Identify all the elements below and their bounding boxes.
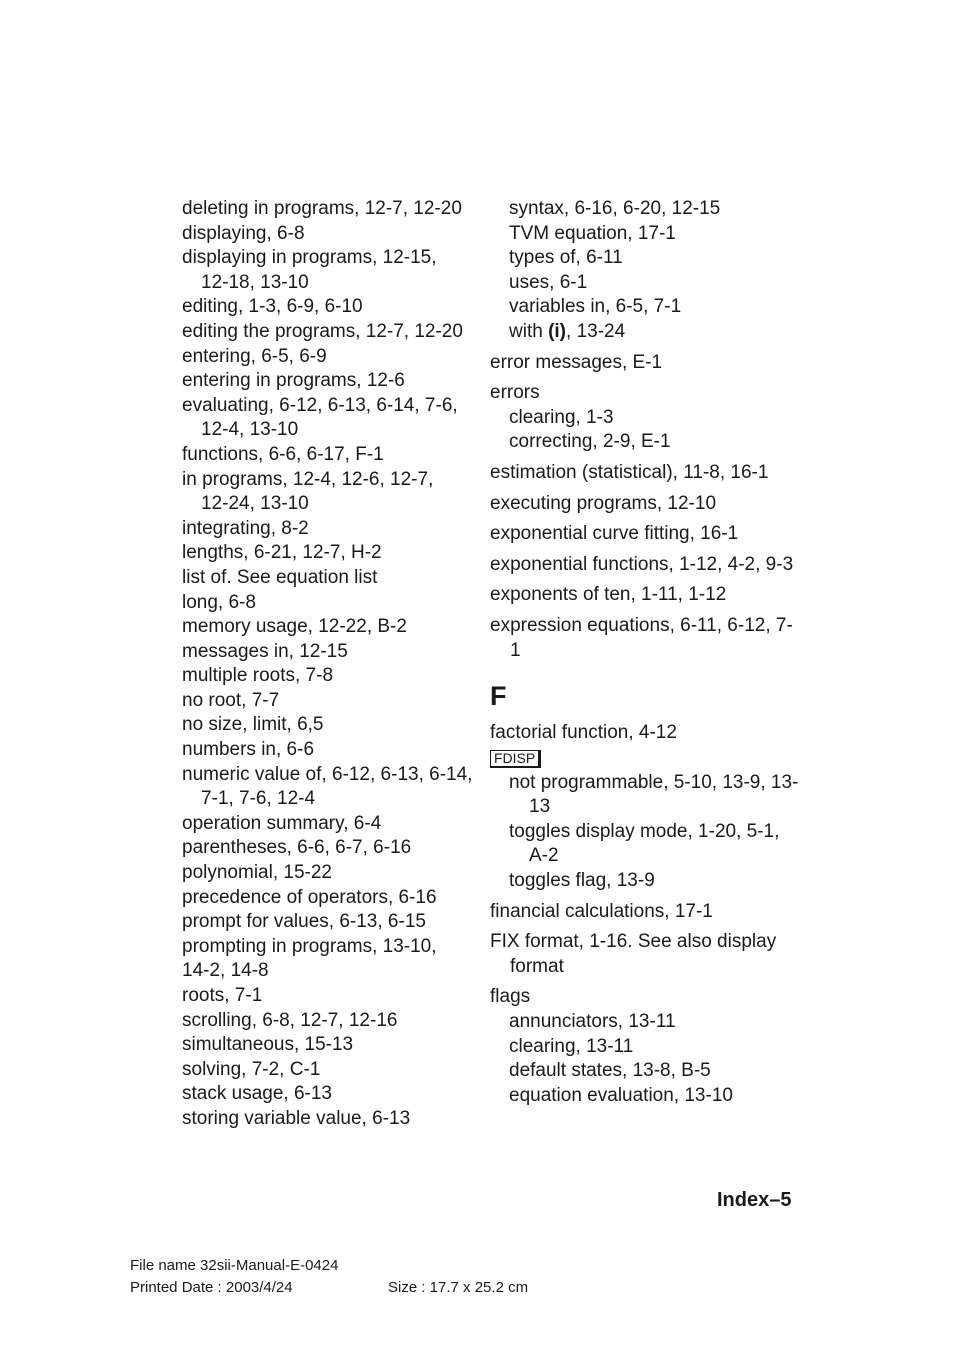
index-entry: exponents of ten, 1-11, 1-12 — [490, 584, 727, 606]
index-subentry: types of, 6-11 — [509, 247, 623, 269]
fdisp-key-icon: FDISP — [490, 750, 541, 768]
section-letter-heading: F — [490, 681, 507, 712]
index-subentry: long, 6-8 — [182, 591, 256, 613]
index-subentry: numeric value of, 6-12, 6-13, 6-14, — [182, 763, 473, 785]
index-entry: exponential curve fitting, 16-1 — [490, 523, 739, 545]
index-entry: errors — [490, 382, 540, 404]
index-column-left — [182, 197, 482, 1132]
index-subentry: prompt for values, 6-13, 6-15 — [182, 911, 426, 933]
fdisp-subentries — [490, 771, 800, 894]
with-suffix: , 13-24 — [566, 320, 626, 342]
index-subentry: multiple roots, 7-8 — [182, 665, 334, 687]
index-subentry: solving, 7-2, C-1 — [182, 1058, 321, 1080]
index-subentry: precedence of operators, 6-16 — [182, 886, 437, 908]
index-column-right — [490, 197, 800, 1108]
printed-date: Printed Date : 2003/4/24 — [130, 1279, 293, 1296]
index-entry-factorial: factorial function, 4-12 — [490, 722, 677, 744]
index-subentry-continuation: 12-4, 13-10 — [201, 419, 299, 441]
index-subentry-continuation: 12-18, 13-10 — [201, 271, 309, 293]
index-subentry: default states, 13-8, B-5 — [509, 1060, 711, 1082]
index-subentry: lengths, 6-21, 12-7, H-2 — [182, 542, 382, 564]
index-subentry: roots, 7-1 — [182, 985, 263, 1006]
index-subentry: editing the programs, 12-7, 12-20 — [182, 320, 463, 342]
index-entry: error messages, E-1 — [490, 351, 663, 373]
index-subentry: clearing, 13-11 — [509, 1035, 634, 1057]
index-subentry: memory usage, 12-22, B-2 — [182, 616, 407, 638]
index-subentry: displaying, 6-8 — [182, 222, 305, 244]
index-subentry: stack usage, 6-13 — [182, 1083, 332, 1105]
index-subentry: prompting in programs, 13-10, — [182, 935, 437, 957]
index-subentry: list of. See equation list — [182, 566, 378, 588]
flags-subentries — [490, 1010, 800, 1108]
index-subentry: polynomial, 15-22 — [182, 862, 332, 884]
file-name: File name 32sii-Manual-E-0424 — [130, 1257, 339, 1274]
index-entry-financial: financial calculations, 17-1 — [490, 900, 713, 922]
index-subentry: TVM equation, 17-1 — [509, 222, 676, 244]
index-entry: executing programs, 12-10 — [490, 492, 717, 514]
index-subentry: numbers in, 6-6 — [182, 739, 315, 761]
index-subentry: variables in, 6-5, 7-1 — [509, 296, 682, 318]
index-subentry: integrating, 8-2 — [182, 517, 309, 539]
index-subentry: no size, limit, 6,5 — [182, 714, 324, 736]
page-number: Index–5 — [717, 1189, 792, 1211]
index-subentry: entering in programs, 12-6 — [182, 370, 405, 392]
index-subentry: clearing, 1-3 — [509, 406, 614, 428]
i-key: (i) — [548, 320, 567, 342]
index-entry: estimation (statistical), 11-8, 16-1 — [490, 461, 769, 483]
index-subentry: toggles flag, 13-9 — [509, 870, 655, 892]
index-subentry: editing, 1-3, 6-9, 6-10 — [182, 296, 363, 318]
index-subentry: storing variable value, 6-13 — [182, 1107, 411, 1129]
index-subentry: evaluating, 6-12, 6-13, 6-14, 7-6, — [182, 394, 458, 416]
index-subentry: entering, 6-5, 6-9 — [182, 345, 327, 367]
index-subentry-continuation: 7-1, 7-6, 12-4 — [201, 788, 316, 810]
with-prefix: with — [509, 320, 549, 342]
index-subentry: functions, 6-6, 6-17, F-1 — [182, 443, 384, 465]
index-subentry: operation summary, 6-4 — [182, 812, 382, 834]
index-subentry: toggles display mode, 1-20, 5-1, A-2 — [509, 820, 780, 867]
index-subentry: correcting, 2-9, E-1 — [509, 431, 671, 453]
index-subentry: scrolling, 6-8, 12-7, 12-16 — [182, 1009, 398, 1031]
index-entry: exponential functions, 1-12, 4-2, 9-3 — [490, 553, 794, 575]
index-subentry: annunciators, 13-11 — [509, 1011, 676, 1033]
index-subentry: in programs, 12-4, 12-6, 12-7, — [182, 468, 434, 490]
index-subentry: simultaneous, 15-13 — [182, 1034, 354, 1056]
index-subentry-continuation: 12-24, 13-10 — [201, 493, 309, 515]
index-entry-fdisp — [490, 746, 800, 771]
index-entry: expression equations, 6-11, 6-12, 7-1 — [490, 614, 793, 661]
index-subentry: not programmable, 5-10, 13-9, 13-13 — [509, 771, 799, 818]
index-subentry: messages in, 12-15 — [182, 640, 348, 662]
index-subentry-with-i — [490, 320, 800, 345]
index-subentry: parentheses, 6-6, 6-7, 6-16 — [182, 837, 412, 859]
index-subentry: equation evaluation, 13-10 — [509, 1084, 733, 1106]
index-subentry: deleting in programs, 12-7, 12-20 — [182, 198, 462, 219]
index-entry-fix-format: FIX format, 1-16. See also display format — [490, 931, 777, 977]
index-subentry: syntax, 6-16, 6-20, 12-15 — [509, 198, 721, 219]
continued-subentries — [490, 197, 800, 320]
index-subentry: no root, 7-7 — [182, 689, 280, 711]
index-subentry: 14-2, 14-8 — [182, 960, 269, 982]
index-subentry: uses, 6-1 — [509, 271, 588, 293]
e-entries — [490, 351, 800, 664]
index-entry-flags: flags — [490, 986, 531, 1008]
page-size: Size : 17.7 x 25.2 cm — [388, 1279, 529, 1296]
index-subentry: displaying in programs, 12-15, — [182, 247, 437, 269]
